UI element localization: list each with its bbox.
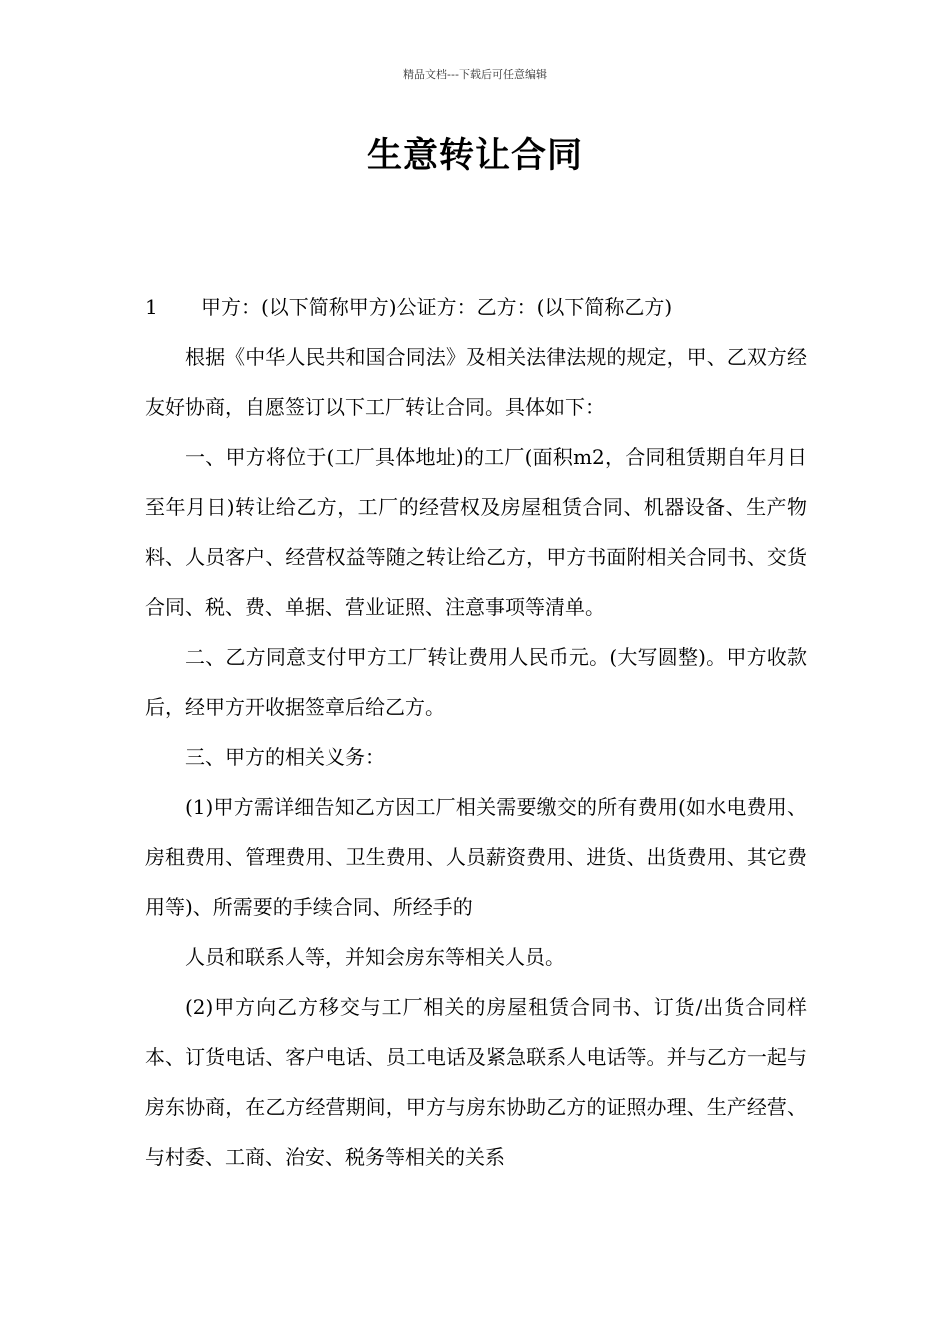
party-line-number: 1 bbox=[145, 295, 158, 319]
paragraph-intro: 根据《中华人民共和国合同法》及相关法律法规的规定，甲、乙双方经友好协商，自愿签订以下工厂转让合同。具体如下： bbox=[145, 345, 807, 419]
contract-body bbox=[145, 282, 807, 1182]
party-line-text: 甲方：(以下简称甲方)公证方：乙方：(以下简称乙方) bbox=[201, 295, 673, 319]
party-line bbox=[145, 282, 807, 332]
header-note: 精品文档---下载后可任意编辑 bbox=[403, 68, 547, 81]
paragraph-obligation-1-continued: 人员和联系人等，并知会房东等相关人员。 bbox=[185, 945, 565, 969]
paragraph-clause-2: 二、乙方同意支付甲方工厂转让费用人民币元。(大写圆整)。甲方收款后，经甲方开收据签章后给乙方。 bbox=[145, 645, 807, 719]
paragraph-clause-1: 一、甲方将位于(工厂具体地址)的工厂(面积m2，合同租赁期自年月日至年月日)转让给乙方，工厂的经营权及房屋租赁合同、机器设备、生产物料、人员客户、经营权益等随之转让给乙方，甲方书面附相关合同书、交货合同、税、费、单据、营业证照、注意事项等清单。 bbox=[145, 445, 807, 619]
paragraph-obligation-1: (1)甲方需详细告知乙方因工厂相关需要缴交的所有费用(如水电费用、房租费用、管理费用、卫生费用、人员薪资费用、进货、出货费用、其它费用等)、所需要的手续合同、所经手的 bbox=[145, 795, 807, 919]
paragraph-clause-3-heading: 三、甲方的相关义务： bbox=[185, 745, 385, 769]
paragraph-obligation-2: (2)甲方向乙方移交与工厂相关的房屋租赁合同书、订货/出货合同样本、订货电话、客户电话、员工电话及紧急联系人电话等。并与乙方一起与房东协商，在乙方经营期间，甲方与房东协助乙方的证照办理、生产经营、与村委、工商、治安、税务等相关的关系 bbox=[145, 995, 807, 1169]
document-title: 生意转让合同 bbox=[366, 136, 583, 176]
